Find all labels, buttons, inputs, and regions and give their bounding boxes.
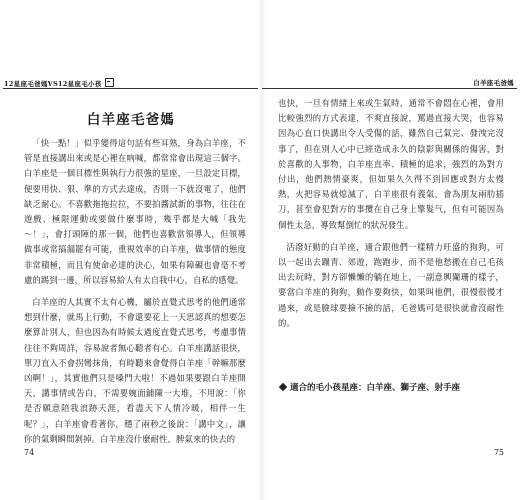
right-page	[262, 0, 520, 500]
subheading-text: 適合的毛小孩星座：白羊座、獅子座、射手座	[290, 383, 461, 393]
running-head: 白羊座毛爸媽	[473, 79, 514, 87]
running-head	[4, 78, 114, 88]
paragraph: 活潑好動的白羊座，適合跟他們一樣精力旺盛的狗狗，可以一起出去蹦青、郊遊，跑跑步，而不是他愁搬在自己毛孩出去玩時，對方卻懶懶的躺在地上，一副意興闌珊的樣子，要當白羊座的狗狗，動作要夠快，如果叫他們，很慢很慢才過來，或是臉球要撿不撿的話，毛爸媽可是很快就會沒耐性的。	[278, 241, 504, 328]
header-rule	[262, 88, 517, 89]
diamond-bullet-icon	[279, 383, 287, 391]
subheading	[280, 381, 460, 393]
chapter-title: 白羊座毛爸媽	[86, 112, 176, 128]
body-text	[24, 136, 246, 447]
page-number: 75	[493, 448, 504, 457]
paragraph: 白羊座的人其實不太有心機，屬於直覺式思考的他們通常想到什麼，就馬上行動，不會還要花上一天思認真的想要怎麼算計別人，但也因為有時候太過度直覺式思考，考慮事情往往不夠周詳，容易說者無心聽者有心。白羊座講話很快，單刀直入不會拐彎抹角，有時聽來會覺得白羊座「幹嘛那麼凶啊！」，其實他們只是嗓門大啦！不過如果要跟白羊座開天，講事情或告白，不需要婉面鋪陳一大堆，不用說：「你是否願意陪我浪跡天涯，看盡天下人情冷暖，相伴一生呢？」，白羊座會看著你，穩了兩秒之後說：「講中文」，讓你的氣剩瞬間剝掉。白羊座沒什麼耐性，脾氣來的快去的	[24, 297, 246, 444]
running-head-text: 12星座毛爸媽VS12星座毛小孩	[4, 80, 102, 88]
header-rule	[3, 88, 262, 89]
book-icon	[105, 78, 114, 87]
page-number: 74	[24, 448, 35, 457]
paragraph: 也快，一旦有情緒上來或生氣時，通常不會悶在心裡，會用比較強烈的方式表達，不爽直接說，罵過直接大哭，也容易因為心直口快講出令人受傷的話，雖然自己氣完、發洩完沒事了，但在別人心中已經造成永久的陰影與關係的傷害，對於喜歡的人事物，白羊座直率、積極的追求，強烈的為對方付出，他們熱情豪爽，但如果久久得不到回應或對方太慢熱，火把容易就熄滅了，白羊座很有義氣，會為朋友兩肋插刀，甚至會犯對方的事攬在自己身上擎髮气，但有可能因為個性太急，導致幫倒忙的狀況發生。	[278, 98, 504, 230]
body-text	[278, 96, 504, 331]
paragraph: 「快一點！」似乎變得這句話有些耳熟，身為白羊座，不管是直接講出來或是心裡在吶喊，都常常會出現這三個字。白羊座是一個目標性與執行力很強的星座，一旦設定目標，便要用快、狠、準的方式去達成，否則一下就沒電了，他們缺乏耐心。不喜歡拖拖拉拉，不要拍醬試新的事物，往往在遊戲、極限運動或要做什麼事時，幾乎都是大喊「我先～！」，會打頭陣的那一個，他們也喜歡當領導人，但領導做事或常搞漏罷有可能，重視效率的白羊座，做事情的態度非常積極，而且有使命必達的決心，如果有障礙也會毫不考慮的踢到一邊，所以容易給人有太自我中心，自私的感覺。	[24, 138, 246, 285]
